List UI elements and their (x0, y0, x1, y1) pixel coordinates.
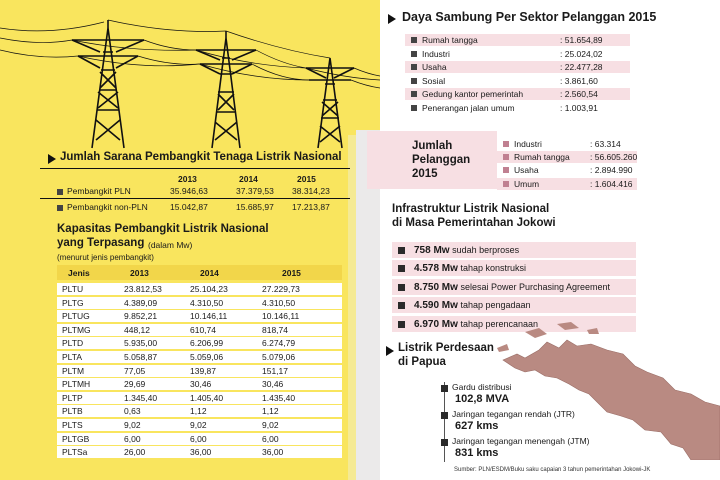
infra-bar (392, 279, 636, 295)
daya-value: : 22.477,28 (560, 62, 603, 73)
kapasitas-jenis: PLTS (62, 420, 83, 430)
daya-value: : 1.003,91 (560, 103, 598, 113)
infra-text (414, 245, 519, 256)
pembangkit-year-2013: 2013 (178, 174, 197, 184)
daya-value: : 25.024,02 (560, 48, 603, 59)
pembangkit-rule (40, 168, 350, 169)
infra-amount: 8.750 Mw (414, 281, 458, 293)
pelanggan-label: Usaha (514, 165, 539, 176)
kapasitas-value-2013: 5.058,87 (124, 352, 158, 362)
papua-label: Jaringan tegangan menengah (JTM) (452, 436, 590, 446)
daya-row-marker (411, 105, 417, 111)
kapasitas-value-2014: 1.405,40 (190, 392, 224, 403)
pelanggan-row-marker (503, 154, 509, 160)
daya-row-marker (411, 78, 417, 84)
infra-text (414, 263, 526, 274)
infra-bar-marker (398, 284, 405, 291)
kapasitas-value-2013: 1.345,40 (124, 392, 158, 403)
kapasitas-jenis: PLTGB (62, 433, 90, 444)
daya-label: Industri (422, 48, 450, 59)
kapasitas-value-2013: 4.389,09 (124, 297, 158, 308)
pembangkit-label: Pembangkit PLN (67, 186, 131, 196)
kapasitas-value-2014: 36,00 (190, 447, 212, 458)
kapasitas-value-2013: 26,00 (124, 447, 146, 458)
infra-desc: tahap perencanaan (460, 318, 539, 329)
pelanggan-title-line1: Jumlah (412, 140, 453, 152)
infra-bar (392, 297, 636, 313)
pelanggan-value: : 63.314 (590, 139, 621, 149)
daya-row-marker (411, 91, 417, 97)
kapasitas-header-2015: 2015 (282, 268, 301, 278)
kapasitas-value-2014: 139,87 (190, 365, 216, 376)
kapasitas-value-2013: 448,12 (124, 324, 150, 335)
kapasitas-value-2014: 4.310,50 (190, 297, 224, 308)
infra-amount: 4.590 Mw (414, 300, 458, 312)
kapasitas-value-2013: 77,05 (124, 365, 146, 376)
kapasitas-value-2015: 30,46 (262, 379, 284, 390)
power-towers-illustration (0, 0, 380, 152)
kapasitas-subtitle: (menurut jenis pembangkit) (57, 253, 154, 262)
pelanggan-row-marker (503, 141, 509, 147)
pembangkit-row-marker (57, 189, 63, 195)
kapasitas-value-2013: 23.812,53 (124, 284, 162, 294)
infra-desc: selesai Power Purchasing Agreement (460, 281, 611, 292)
daya-label: Gedung kantor pemerintah (422, 89, 524, 100)
pembangkit-title-marker (48, 154, 56, 164)
pelanggan-row-marker (503, 181, 509, 187)
kapasitas-value-2015: 6.274,79 (262, 338, 296, 349)
papua-label: Gardu distribusi (452, 382, 512, 392)
pelanggan-row-marker (503, 167, 509, 173)
pelanggan-label: Rumah tangga (514, 152, 570, 163)
daya-label: Penerangan jalan umum (422, 103, 515, 113)
infra-desc: sudah berproses (452, 245, 520, 255)
infra-title-line2: di Masa Pemerintahan Jokowi (392, 217, 556, 229)
kapasitas-jenis: PLTP (62, 392, 83, 403)
kapasitas-value-2014: 1,12 (190, 406, 207, 417)
kapasitas-jenis: PLTUG (62, 311, 90, 322)
kapasitas-value-2013: 9.852,21 (124, 311, 158, 322)
pembangkit-year-2015: 2015 (297, 174, 316, 184)
papua-value: 831 kms (455, 447, 499, 459)
infra-desc: tahap pengadaan (460, 300, 531, 311)
kapasitas-value-2015: 10.146,11 (262, 311, 300, 322)
pembangkit-value: 15.042,87 (170, 202, 208, 212)
kapasitas-header-jenis: Jenis (68, 268, 90, 278)
kapasitas-jenis: PLTA (62, 352, 82, 362)
pembangkit-year-2014: 2014 (239, 174, 258, 184)
kapasitas-value-2015: 6,00 (262, 433, 279, 444)
kapasitas-value-2015: 36,00 (262, 447, 284, 458)
kapasitas-value-2013: 9,02 (124, 420, 141, 430)
pelanggan-title-line3: 2015 (412, 168, 438, 180)
kapasitas-unit: (dalam Mw) (148, 240, 193, 250)
pembangkit-rule (40, 198, 350, 199)
kapasitas-value-2015: 4.310,50 (262, 297, 296, 308)
infra-bar-marker (398, 247, 405, 254)
kapasitas-jenis: PLTM (62, 365, 85, 376)
kapasitas-value-2015: 818,74 (262, 324, 288, 335)
kapasitas-value-2014: 25.104,23 (190, 284, 228, 294)
infra-amount: 758 Mw (414, 245, 450, 256)
kapasitas-title-line1: Kapasitas Pembangkit Listrik Nasional (57, 223, 269, 235)
pembangkit-value: 17.213,87 (292, 202, 330, 212)
kapasitas-value-2015: 1,12 (262, 406, 279, 417)
kapasitas-value-2013: 6,00 (124, 433, 141, 444)
infra-amount: 4.578 Mw (414, 263, 458, 275)
papua-title-marker (386, 346, 394, 356)
pelanggan-label: Umum (514, 178, 540, 189)
daya-row-marker (411, 64, 417, 70)
pembangkit-title: Jumlah Sarana Pembangkit Tenaga Listrik Nasional (60, 151, 342, 163)
daya-title-marker (388, 14, 396, 24)
kapasitas-value-2015: 9,02 (262, 420, 279, 430)
infra-amount: 6.970 Mw (414, 318, 458, 330)
papua-title-line1: Listrik Perdesaan (398, 342, 494, 354)
papua-marker (441, 385, 448, 392)
papua-marker (441, 439, 448, 446)
kapasitas-value-2014: 6.206,99 (190, 338, 224, 349)
papua-value: 102,8 MVA (455, 393, 510, 405)
daya-label: Rumah tangga (422, 35, 478, 45)
kapasitas-value-2014: 6,00 (190, 433, 207, 444)
kapasitas-jenis: PLTG (62, 297, 84, 308)
kapasitas-value-2015: 5.079,06 (262, 352, 296, 362)
pelanggan-value: : 2.894.990 (590, 165, 633, 176)
pembangkit-value: 35.946,63 (170, 186, 208, 196)
infra-bar-marker (398, 302, 405, 309)
papua-label: Jaringan tegangan rendah (JTR) (452, 409, 575, 419)
pelanggan-value: : 56.605.260 (590, 152, 638, 163)
infra-bar (392, 260, 636, 276)
infra-bar-marker (398, 265, 405, 272)
daya-value: : 2.560,54 (560, 89, 598, 100)
daya-label: Sosial (422, 75, 446, 86)
kapasitas-header-2013: 2013 (130, 268, 149, 278)
infra-text (414, 300, 531, 311)
kapasitas-value-2014: 30,46 (190, 379, 212, 390)
pembangkit-value: 37.379,53 (236, 186, 274, 196)
pembangkit-value: 38.314,23 (292, 186, 330, 196)
kapasitas-value-2014: 10.146,11 (190, 311, 228, 322)
pelanggan-value: : 1.604.416 (590, 178, 633, 189)
kapasitas-value-2015: 1.435,40 (262, 392, 296, 403)
infra-title-line1: Infrastruktur Listrik Nasional (392, 203, 550, 215)
kapasitas-value-2015: 151,17 (262, 365, 288, 376)
kapasitas-value-2014: 610,74 (190, 324, 216, 335)
daya-value: : 51.654,89 (560, 35, 603, 45)
kapasitas-value-2014: 9,02 (190, 420, 207, 430)
kapasitas-jenis: PLTSa (62, 447, 88, 458)
kapasitas-jenis: PLTMH (62, 379, 91, 390)
infra-bar (392, 242, 636, 258)
kapasitas-jenis: PLTB (62, 406, 83, 417)
kapasitas-value-2013: 29,69 (124, 379, 146, 390)
pembangkit-label: Pembangkit non-PLN (67, 202, 148, 212)
pembangkit-row-marker (57, 205, 63, 211)
papua-timeline-line (444, 382, 445, 462)
pelanggan-title-line2: Pelanggan (412, 154, 471, 166)
infra-text (414, 282, 610, 293)
pelanggan-label: Industri (514, 139, 542, 149)
daya-label: Usaha (422, 62, 447, 73)
infra-bar-marker (398, 321, 405, 328)
source-note: Sumber: PLN/ESDM/Buku saku capaian 3 tahun pemerintahan Jokowi-JK (454, 467, 651, 473)
daya-row-marker (411, 51, 417, 57)
kapasitas-value-2013: 0,63 (124, 406, 141, 417)
kapasitas-jenis: PLTD (62, 338, 84, 349)
kapasitas-header-2014: 2014 (200, 268, 219, 278)
infra-desc: tahap konstruksi (460, 263, 526, 274)
papua-marker (441, 412, 448, 419)
papua-title-line2: di Papua (398, 356, 446, 368)
kapasitas-value-2013: 5.935,00 (124, 338, 158, 349)
daya-title: Daya Sambung Per Sektor Pelanggan 2015 (402, 10, 657, 24)
kapasitas-value-2015: 27.229,73 (262, 284, 300, 294)
daya-row-marker (411, 37, 417, 43)
kapasitas-title-line2: yang Terpasang (57, 237, 145, 249)
papua-value: 627 kms (455, 420, 499, 432)
kapasitas-jenis: PLTMG (62, 324, 91, 335)
daya-value: : 3.861,60 (560, 75, 598, 86)
kapasitas-jenis: PLTU (62, 284, 84, 294)
pembangkit-value: 15.685,97 (236, 202, 274, 212)
kapasitas-value-2014: 5.059,06 (190, 352, 224, 362)
